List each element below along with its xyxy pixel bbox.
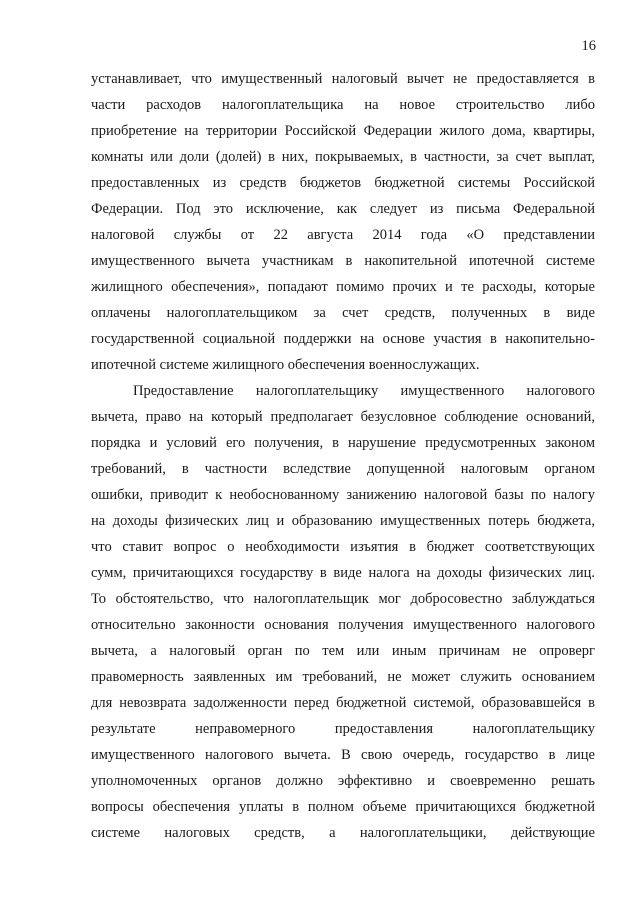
text-line: Федерации. Под это исключение, как следует из письма Федеральной [91, 201, 595, 217]
paragraph-1 [91, 66, 595, 378]
text-line: правомерность заявленных им требований, не может служить основанием [91, 669, 595, 685]
text-line: комнаты или доли (долей) в них, покрываемых, в частности, за счет выплат, [91, 149, 595, 165]
text-line: требований, в частности вследствие допущенной налоговым органом [91, 461, 595, 477]
text-line: уполномоченных органов должно эффективно и своевременно решать [91, 773, 595, 789]
text-line: приобретение на территории Российской Федерации жилого дома, квартиры, [91, 123, 595, 139]
text-line: имущественного налогового вычета. В свою очередь, государство в лице [91, 747, 595, 763]
text-line: предоставленных из средств бюджетов бюджетной системы Российской [91, 175, 595, 191]
text-line: имущественного вычета участникам в накопительной ипотечной системе [91, 253, 595, 269]
text-line: вычета, а налоговый орган по тем или иным причинам не опроверг [91, 643, 595, 659]
page-number: 16 [581, 38, 596, 54]
text-line: результате неправомерного предоставления налогоплательщику [91, 721, 595, 737]
text-line: оплачены налогоплательщиком за счет средств, полученных в виде [91, 305, 595, 321]
text-line: устанавливает, что имущественный налоговый вычет не предоставляется в [91, 71, 595, 87]
document-body [91, 66, 595, 846]
text-line: ипотечной системе жилищного обеспечения военнослужащих. [91, 357, 480, 373]
text-line: Предоставление налогоплательщику имущественного налогового [133, 383, 595, 399]
text-line: вопросы обеспечения уплаты в полном объеме причитающихся бюджетной [91, 799, 595, 815]
text-line: налоговой службы от 22 августа 2014 года «О представлении [91, 227, 595, 243]
text-line: сумм, причитающихся государству в виде налога на доходы физических лиц. [91, 565, 595, 581]
text-line: государственной социальной поддержки на основе участия в накопительно- [91, 331, 595, 347]
text-line: части расходов налогоплательщика на новое строительство либо [91, 97, 595, 113]
text-line: на доходы физических лиц и образованию имущественных потерь бюджета, [91, 513, 595, 529]
text-line: ошибки, приводит к необоснованному занижению налоговой базы по налогу [91, 487, 595, 503]
text-line: системе налоговых средств, а налогоплательщики, действующие [91, 825, 595, 841]
text-line: То обстоятельство, что налогоплательщик мог добросовестно заблуждаться [91, 591, 595, 607]
text-line: относительно законности основания получения имущественного налогового [91, 617, 595, 633]
text-line: жилищного обеспечения», попадают помимо прочих и те расходы, которые [91, 279, 595, 295]
text-line: вычета, право на который предполагает безусловное соблюдение оснований, [91, 409, 595, 425]
text-line: что ставит вопрос о необходимости изъятия в бюджет соответствующих [91, 539, 595, 555]
text-line: для невозврата задолженности перед бюджетной системой, образовавшейся в [91, 695, 595, 711]
text-line: порядка и условий его получения, в нарушение предусмотренных законом [91, 435, 595, 451]
paragraph-2 [91, 378, 595, 846]
